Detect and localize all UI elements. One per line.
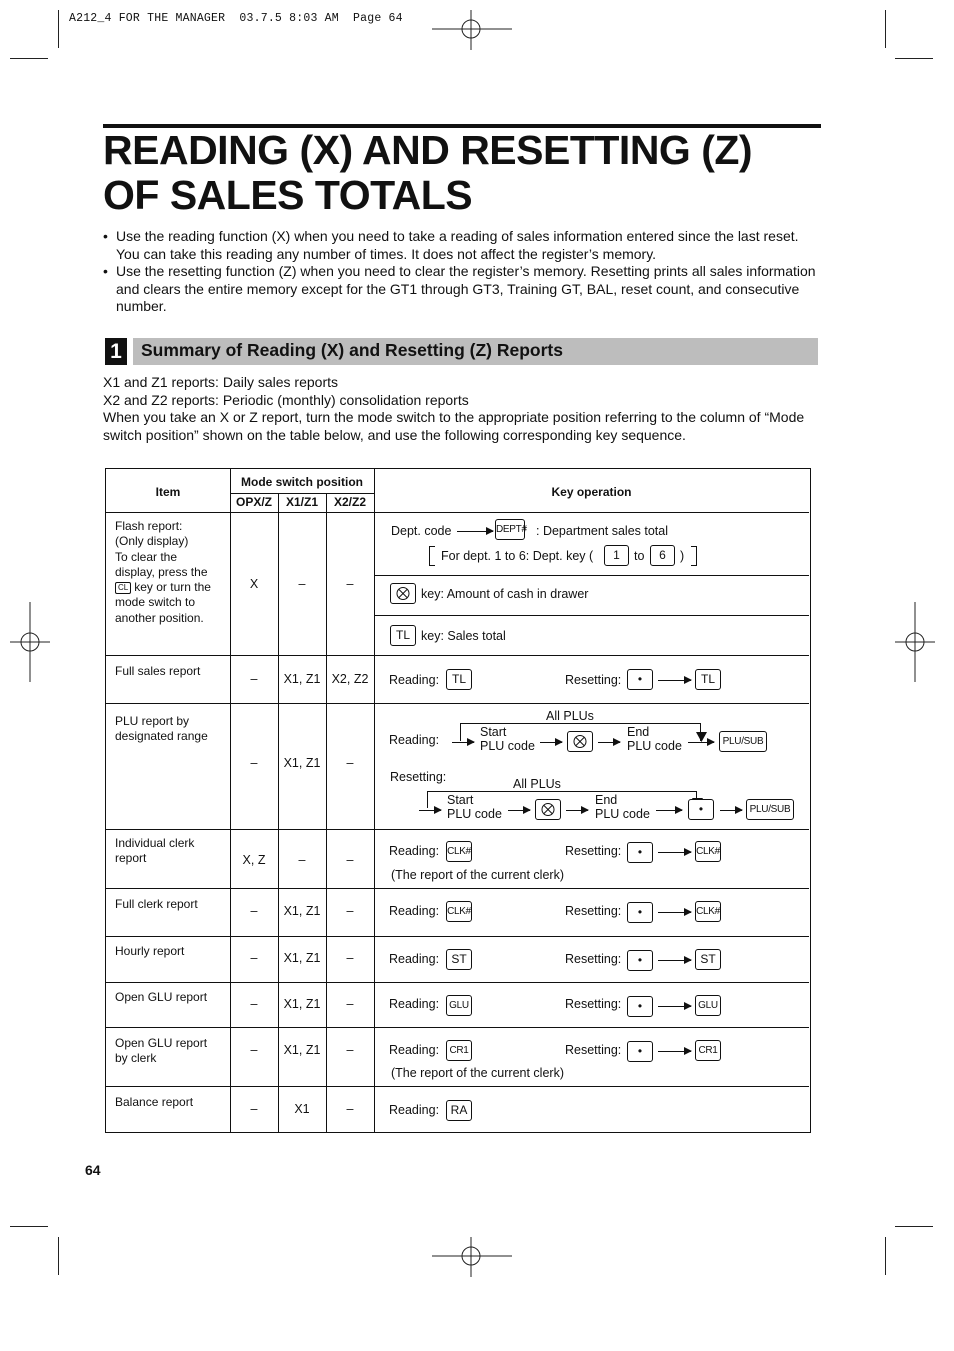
mode-opx: – <box>250 1102 258 1116</box>
multiply-key <box>390 583 416 604</box>
all-plus-label: All PLUs <box>513 777 561 791</box>
description-line: When you take an X or Z report, turn the mode switch to the appropriate position referring to the column of “Mode switch position” shown on the table below, and use the following corresponding key sequence. <box>103 409 805 443</box>
crop-mark <box>10 1226 48 1227</box>
plu-sub-key: PLU/SUB <box>746 799 794 820</box>
mode-x2: X2, Z2 <box>331 672 369 686</box>
glu-key: GLU <box>446 995 472 1016</box>
page-number: 64 <box>85 1162 101 1178</box>
dept-code-label: Dept. code <box>391 524 452 538</box>
dot-key: • <box>688 799 714 820</box>
resetting-label: Resetting: <box>390 770 447 784</box>
table-divider <box>106 512 809 513</box>
arrow-icon <box>658 1051 691 1052</box>
cl-key: CL <box>115 582 131 594</box>
start-plu-code: Start PLU code <box>480 725 535 753</box>
arrow-icon <box>658 852 691 853</box>
reading-label: Reading: <box>389 1043 440 1057</box>
mode-x2: – <box>346 853 354 867</box>
table-divider <box>374 615 809 616</box>
all-plus-label: All PLUs <box>546 709 594 723</box>
crop-mark <box>895 1226 933 1227</box>
arrow-icon <box>452 742 474 743</box>
header-x2: X2/Z2 <box>333 495 366 509</box>
end-plu-code: End PLU code <box>595 793 650 821</box>
resetting-label: Resetting: <box>565 952 622 966</box>
key-6: 6 <box>650 545 675 566</box>
tl-key: TL <box>446 669 472 690</box>
start-plu-code: Start PLU code <box>447 793 502 821</box>
item-balance-report: Balance report <box>115 1095 194 1109</box>
ra-key: RA <box>446 1100 472 1121</box>
arrow-icon <box>658 912 691 913</box>
mode-x1: – <box>298 853 306 867</box>
table-divider <box>230 493 374 494</box>
registration-mark-icon <box>432 1237 512 1277</box>
dot-key: • <box>627 902 653 923</box>
arrow-icon <box>419 810 441 811</box>
intro-bullet: • Use the resetting function (Z) when you need to clear the register’s memory. Resetting prints all sales information and clears the entire memory except for the GT1 through GT3, Training GT, BAL, reset count, and consecutive number. <box>103 263 823 316</box>
multiply-icon <box>568 732 592 751</box>
dot-key: • <box>627 669 653 690</box>
section-title: Summary of Reading (X) and Resetting (Z) Reports <box>141 340 563 360</box>
dept-desc: : Department sales total <box>536 524 669 538</box>
reading-label: Reading: <box>389 844 440 858</box>
item-open-glu-report: Open GLU report <box>115 990 208 1004</box>
mode-x1: X1, Z1 <box>283 951 321 965</box>
header-item: Item <box>155 485 181 499</box>
description-line: X1 and Z1 reports: Daily sales reports <box>103 374 338 390</box>
crop-mark <box>10 58 48 59</box>
registration-mark-icon <box>10 602 50 682</box>
mode-x2: – <box>346 951 354 965</box>
dot-key: • <box>627 950 653 971</box>
mode-x1: – <box>298 577 306 591</box>
arrow-icon <box>508 810 530 811</box>
dept-range-close: ) <box>680 549 685 563</box>
arrow-icon <box>688 742 714 743</box>
report-table <box>105 468 811 1133</box>
table-divider <box>106 888 809 889</box>
item-full-clerk-report: Full clerk report <box>115 897 198 911</box>
key-1: 1 <box>604 545 629 566</box>
multiply-icon <box>391 584 415 603</box>
header-mode-switch: Mode switch position <box>241 475 363 489</box>
intro-text <box>103 228 823 316</box>
mode-opx: – <box>250 904 258 918</box>
print-header: A212_4 FOR THE MANAGER 03.7.5 8:03 AM Page 64 <box>69 12 403 25</box>
crop-mark <box>895 58 933 59</box>
resetting-label: Resetting: <box>565 997 622 1011</box>
mode-opx: X <box>249 577 259 591</box>
arrow-icon <box>540 742 562 743</box>
crop-mark <box>885 1237 886 1275</box>
crop-mark <box>885 10 886 48</box>
table-divider <box>106 1086 809 1087</box>
table-divider <box>230 469 231 1132</box>
mode-x2: – <box>346 997 354 1011</box>
crop-mark <box>58 1237 59 1275</box>
mode-x2: – <box>346 1043 354 1057</box>
table-divider <box>374 469 375 1132</box>
item-hourly-report: Hourly report <box>115 944 185 958</box>
mode-opx: – <box>250 756 258 770</box>
tl-desc: key: Sales total <box>421 629 506 643</box>
cash-desc: key: Amount of cash in drawer <box>421 587 589 601</box>
reading-label: Reading: <box>389 997 440 1011</box>
mode-opx: – <box>250 672 258 686</box>
tl-key: TL <box>390 625 416 646</box>
dept-to: to <box>634 549 645 563</box>
current-clerk-note: (The report of the current clerk) <box>391 1066 564 1080</box>
intro-bullet: • Use the reading function (X) when you need to take a reading of sales information entered since the last reset. You can take this reading any number of times. It does not affect the register’s memory. <box>103 228 823 263</box>
dot-key: • <box>627 1041 653 1062</box>
reading-label: Reading: <box>389 733 440 747</box>
multiply-icon <box>536 800 560 819</box>
section-number: 1 <box>105 338 127 365</box>
st-key: ST <box>446 949 472 970</box>
tl-key: TL <box>695 669 721 690</box>
item-open-glu-by-clerk: Open GLU report by clerk <box>115 1036 208 1066</box>
arrow-icon <box>658 680 691 681</box>
mode-x2: – <box>346 904 354 918</box>
dept-range-label: For dept. 1 to 6: Dept. key ( <box>441 549 594 563</box>
page-title-line: OF SALES TOTALS <box>103 172 473 218</box>
header-x1: X1/Z1 <box>285 495 318 509</box>
multiply-key <box>567 731 593 752</box>
page-title <box>103 128 843 218</box>
item-flash-report: Flash report: (Only display) To clear the display, press the CL key or turn the mode switch to another position. <box>115 519 211 625</box>
mode-x1: X1, Z1 <box>283 1043 321 1057</box>
table-divider <box>106 982 809 983</box>
resetting-label: Resetting: <box>565 1043 622 1057</box>
end-plu-code: End PLU code <box>627 725 682 753</box>
current-clerk-note: (The report of the current clerk) <box>391 868 564 882</box>
section-description <box>103 374 823 444</box>
table-divider <box>106 1027 809 1028</box>
dot-key: • <box>627 842 653 863</box>
cr1-key: CR1 <box>446 1040 472 1061</box>
mode-x1: X1, Z1 <box>283 756 321 770</box>
resetting-label: Resetting: <box>565 844 622 858</box>
mode-opx: – <box>250 951 258 965</box>
reading-label: Reading: <box>389 673 440 687</box>
arrow-icon <box>598 742 620 743</box>
reading-label: Reading: <box>389 904 440 918</box>
arrow-icon <box>658 960 691 961</box>
clk-key: CLK# <box>446 841 472 862</box>
resetting-label: Resetting: <box>565 673 622 687</box>
header-key-operation: Key operation <box>551 485 632 499</box>
bracket-left <box>429 546 435 566</box>
mode-x1: X1 <box>294 1102 310 1116</box>
header-opx: OPX/Z <box>235 495 272 509</box>
clk-key: CLK# <box>695 841 721 862</box>
mode-x2: – <box>346 577 354 591</box>
item-individual-clerk-report: Individual clerk report <box>115 836 195 866</box>
registration-mark-icon <box>432 10 512 50</box>
clk-key: CLK# <box>446 901 472 922</box>
cr1-key: CR1 <box>695 1040 721 1061</box>
crop-mark <box>58 10 59 48</box>
registration-mark-icon <box>895 602 935 682</box>
reading-label: Reading: <box>389 1103 440 1117</box>
table-divider <box>106 936 809 937</box>
item-plu-report: PLU report by designated range <box>115 714 208 744</box>
bracket-right <box>691 546 697 566</box>
mode-opx: – <box>250 997 258 1011</box>
table-divider <box>106 703 809 704</box>
mode-opx: X, Z <box>242 853 266 867</box>
mode-x1: X1, Z1 <box>283 997 321 1011</box>
arrow-icon <box>656 810 682 811</box>
resetting-label: Resetting: <box>565 904 622 918</box>
mode-x1: X1, Z1 <box>283 672 321 686</box>
dot-key: • <box>627 996 653 1017</box>
mode-x2: – <box>346 756 354 770</box>
table-divider <box>106 655 809 656</box>
mode-opx: – <box>250 1043 258 1057</box>
multiply-key <box>535 799 561 820</box>
dept-key: DEPT# <box>495 519 525 540</box>
reading-label: Reading: <box>389 952 440 966</box>
plu-sub-key: PLU/SUB <box>719 731 767 752</box>
arrow-icon <box>566 810 588 811</box>
mode-x2: – <box>346 1102 354 1116</box>
table-divider <box>106 829 809 830</box>
mode-x1: X1, Z1 <box>283 904 321 918</box>
arrow-icon <box>658 1006 691 1007</box>
table-divider <box>374 575 809 576</box>
clk-key: CLK# <box>695 901 721 922</box>
arrow-icon <box>457 531 493 532</box>
arrow-icon <box>720 810 742 811</box>
page-title-line: READING (X) AND RESETTING (Z) <box>103 127 753 173</box>
st-key: ST <box>695 949 721 970</box>
glu-key: GLU <box>695 995 721 1016</box>
description-line: X2 and Z2 reports: Periodic (monthly) consolidation reports <box>103 391 469 408</box>
item-full-sales-report: Full sales report <box>115 664 201 678</box>
